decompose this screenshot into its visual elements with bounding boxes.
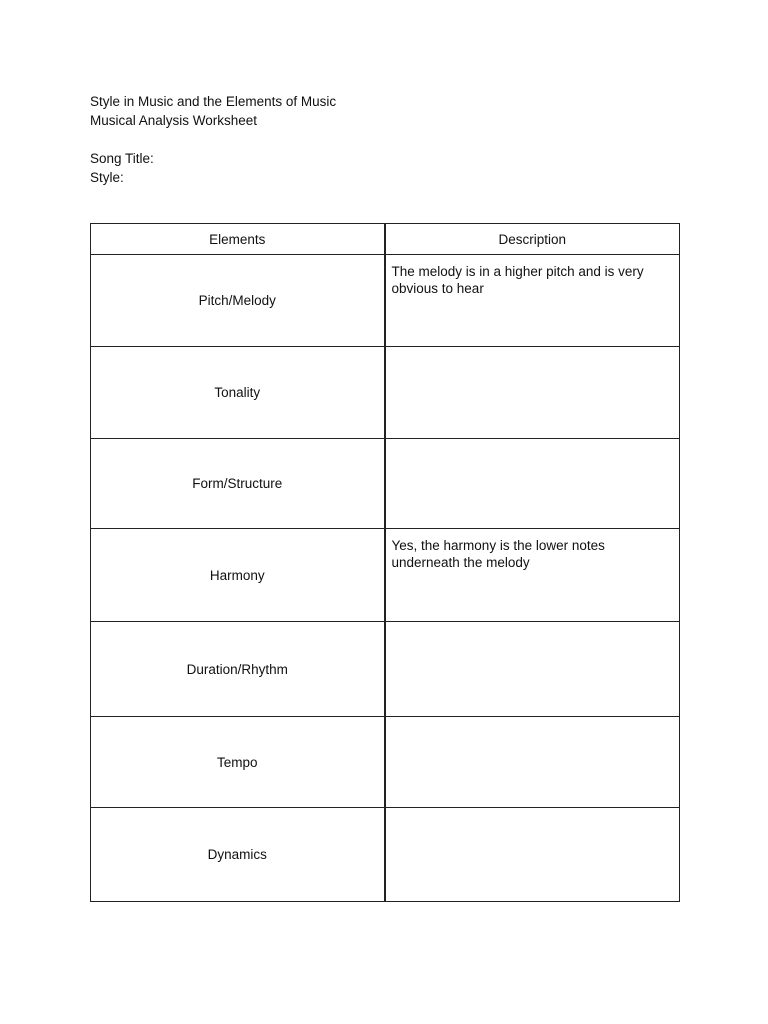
description-cell[interactable]: The melody is in a higher pitch and is very obvious to hear [385,255,680,347]
element-cell: Duration/Rhythm [91,622,385,717]
table-header-row [91,224,680,255]
table-row [91,622,680,717]
table-row [91,255,680,347]
worksheet-title: Style in Music and the Elements of Music [90,94,337,109]
table-row [91,529,680,622]
elements-table [90,223,680,902]
element-cell: Tonality [91,347,385,439]
song-title-label: Song Title: [90,151,154,166]
description-cell[interactable]: Yes, the harmony is the lower notes underneath the melody [385,529,680,622]
table-row [91,717,680,808]
column-header-elements: Elements [91,224,385,255]
element-cell: Dynamics [91,808,385,902]
table-row [91,439,680,529]
table-row [91,347,680,439]
element-cell: Harmony [91,529,385,622]
description-cell[interactable] [385,347,680,439]
description-cell[interactable] [385,622,680,717]
element-cell: Tempo [91,717,385,808]
table-row [91,808,680,902]
worksheet-subtitle: Musical Analysis Worksheet [90,113,258,128]
description-cell[interactable] [385,439,680,529]
worksheet-header [90,92,336,187]
column-header-description: Description [385,224,680,255]
element-cell: Form/Structure [91,439,385,529]
description-cell[interactable] [385,717,680,808]
style-label: Style: [90,170,124,185]
element-cell: Pitch/Melody [91,255,385,347]
description-cell[interactable] [385,808,680,902]
